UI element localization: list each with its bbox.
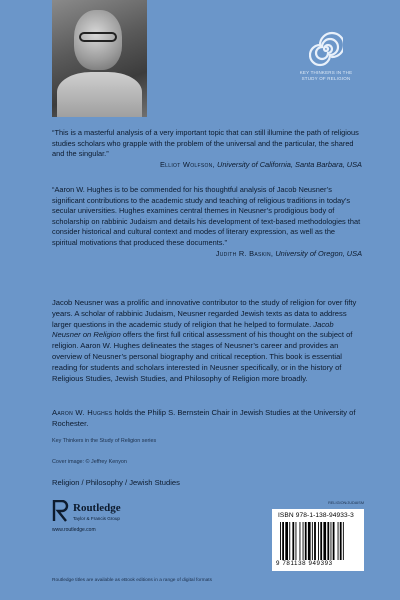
barcode-stripe — [320, 522, 322, 560]
publisher-name: Routledge — [73, 502, 121, 514]
barcode-stripe — [343, 522, 344, 560]
quote-2 — [52, 185, 362, 259]
barcode-stripe — [340, 522, 342, 560]
barcode-icon — [280, 522, 358, 560]
description-book-title: Jacob Neusner on Religion — [52, 319, 334, 340]
isbn-label: ISBN 978-1-138-94933-3 — [278, 512, 354, 519]
author-bio-text: holds the Philip S. Bernstein Chair in Jewish Studies at the University of Rochester. — [52, 408, 356, 428]
barcode-stripe — [280, 522, 281, 560]
author-photo-body — [57, 72, 142, 117]
quote-1-name: Elliot Wolfson, — [159, 159, 215, 169]
book-description — [52, 298, 364, 384]
publisher-url: www.routledge.com — [52, 527, 96, 533]
barcode-stripe — [300, 522, 301, 560]
barcode-stripe — [292, 522, 294, 560]
quote-1-text: “This is a masterful analysis of a very important topic that can still illumine the path of religious studies scholars who grapple with the problem of the universal and the particular, the shared and the singular.” — [52, 128, 359, 159]
author-photo-glasses — [79, 32, 117, 42]
barcode-stripe — [282, 522, 284, 560]
isbn-top-code: RELIGION/JUDAISM — [328, 501, 364, 505]
barcode-stripe — [285, 522, 288, 560]
quote-1 — [52, 128, 362, 170]
author-photo — [52, 0, 147, 117]
barcode-stripe — [333, 522, 335, 560]
quote-1-attribution — [52, 160, 362, 171]
quote-2-attribution — [52, 249, 362, 260]
barcode-stripe — [323, 522, 326, 560]
subject-categories: Religion / Philosophy / Jewish Studies — [52, 478, 180, 487]
series-logo-text: KEY THINKERS IN THE STUDY OF RELIGION — [299, 70, 353, 81]
quote-1-affiliation: University of California, Santa Barbara, USA — [216, 159, 362, 169]
barcode-stripe — [318, 522, 319, 560]
spiral-logo-icon — [309, 30, 343, 68]
description-part-2: offers the first full critical assessment of his thought on the subject of religion. Aaron W. Hughes delineates the stages of Neusner’s career and provides an overview of Neusner’s personal biography and critical reception. This book is essential reading for students and scholars interested in Neusner specifically, or in the history of Religious Studies, Jewish Studies, and Philosophy of Religion more broadly. — [52, 330, 353, 383]
ebook-footer: Routledge titles are available as eBook editions in a range of digital formats — [52, 578, 212, 583]
routledge-r-icon — [52, 500, 69, 522]
barcode-stripe — [312, 522, 313, 560]
series-line: Key Thinkers in the Study of Religion series — [52, 438, 157, 444]
barcode-stripe — [305, 522, 307, 560]
description-part-1: Jacob Neusner was a prolific and innovative contributor to the study of religion for over fifty years. A scholar of rabbinic Judaism, Neusner regarded Jewish texts as data to address larger questions in the academic study of religion that he helped to formulate. — [52, 298, 357, 329]
series-logo — [296, 30, 356, 81]
quote-2-text: “Aaron W. Hughes is to be commended for his thoughtful analysis of Jacob Neusner’s significant contributions to the academic study and teaching of religious traditions in today’s secular universities. Hughes examines central themes in Neusner’s prodigious body of scholarship on rabbinic Judaism and details his development of text-based methodologies that consider historical and cultural context and modes of literary expression, as well as the spiritual motivations that produced these documents.” — [52, 185, 361, 247]
barcode-stripe — [308, 522, 311, 560]
barcode-stripe — [303, 522, 304, 560]
publisher-subtitle: Taylor & Francis Group — [73, 516, 120, 521]
author-bio — [52, 408, 364, 430]
quote-2-affiliation: University of Oregon, USA — [275, 248, 362, 258]
barcode-stripe — [331, 522, 332, 560]
quote-2-name: Judith R. Baskin, — [215, 248, 274, 258]
publisher-logo — [52, 500, 172, 540]
barcode-stripe — [314, 522, 316, 560]
barcode-stripe — [296, 522, 297, 560]
isbn-barcode-box — [272, 501, 364, 571]
barcode-digits: 9 781138 949393 — [276, 560, 333, 567]
barcode-stripe — [289, 522, 290, 560]
barcode-stripe — [327, 522, 329, 560]
author-name: Aaron W. Hughes — [52, 408, 113, 417]
barcode-stripe — [338, 522, 339, 560]
cover-credit: Cover image: © Jeffrey Kenyon — [52, 459, 127, 465]
